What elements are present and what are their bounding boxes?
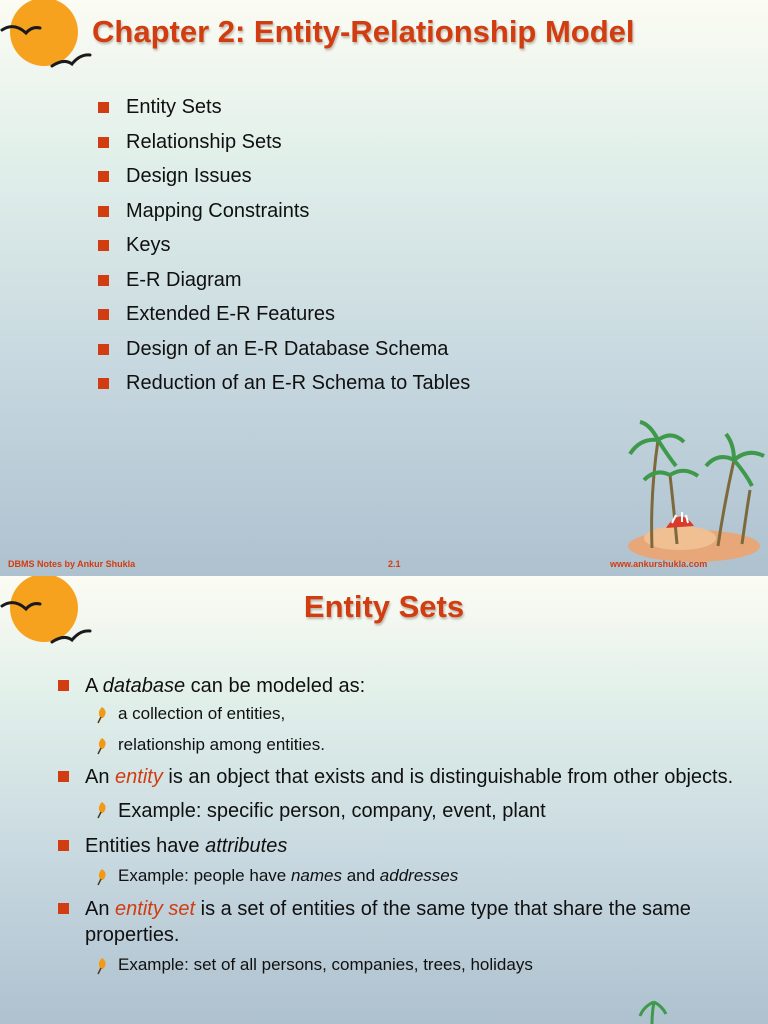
leaf-bullet-icon (95, 957, 109, 975)
palm-leaf-icon (630, 1000, 670, 1024)
slide-2 (0, 576, 768, 1024)
square-bullet-icon (98, 171, 109, 182)
list-item-text: Entity Sets (126, 96, 222, 118)
sub-list-item: Example: people have names and addresses (85, 865, 748, 887)
bullet-text: An entity is an object that exists and is distinguishable from other objects. (85, 766, 734, 788)
square-bullet-icon (98, 102, 109, 113)
leaf-bullet-icon (95, 737, 109, 755)
square-bullet-icon (98, 275, 109, 286)
sub-list-item: a collection of entities, (85, 703, 748, 725)
list-item-text: Design of an E-R Database Schema (126, 337, 449, 360)
list-item (58, 833, 748, 887)
square-bullet-icon (58, 771, 69, 782)
slide-title: Chapter 2: Entity-Relationship Model (92, 14, 635, 49)
sub-list-item: relationship among entities. (85, 734, 748, 756)
square-bullet-icon (98, 378, 109, 389)
list-item (98, 164, 470, 199)
list-item (98, 302, 470, 337)
leaf-bullet-icon (95, 868, 109, 886)
square-bullet-icon (98, 137, 109, 148)
list-item-text: Design Issues (126, 165, 252, 187)
footer-website: www.ankurshukla.com (610, 559, 708, 569)
list-item-text: Reduction of an E-R Schema to Tables (126, 372, 471, 394)
palm-island-icon (622, 420, 768, 570)
list-item (58, 764, 748, 824)
square-bullet-icon (58, 903, 69, 914)
bullet-text: An entity set is a set of entities of the same type that share the same properties. (85, 898, 691, 946)
list-item (98, 371, 470, 406)
list-item (98, 233, 470, 268)
square-bullet-icon (58, 840, 69, 851)
square-bullet-icon (58, 680, 69, 691)
list-item (58, 896, 748, 976)
bullet-text: Entities have attributes (85, 835, 288, 857)
sub-list-item: Example: set of all persons, companies, trees, holidays (85, 954, 748, 976)
leaf-bullet-icon (95, 801, 109, 819)
leaf-bullet-icon (95, 706, 109, 724)
list-item-text: Mapping Constraints (126, 199, 310, 222)
list-item (98, 95, 470, 130)
sub-list-item: Example: specific person, company, event, plant (85, 798, 748, 824)
content-list (58, 673, 748, 976)
list-item-text: Extended E-R Features (126, 303, 335, 325)
square-bullet-icon (98, 309, 109, 320)
list-item (58, 673, 748, 756)
sun-bird-logo-icon (0, 0, 100, 75)
slide-title: Entity Sets (303, 589, 465, 624)
footer-author: DBMS Notes by Ankur Shukla (8, 559, 136, 569)
list-item-text: Keys (126, 234, 171, 256)
list-item-text: E-R Diagram (126, 268, 242, 291)
list-item-text: Relationship Sets (126, 130, 282, 153)
square-bullet-icon (98, 240, 109, 251)
square-bullet-icon (98, 344, 109, 355)
bullet-text: A database can be modeled as: (85, 675, 366, 697)
square-bullet-icon (98, 206, 109, 217)
list-item (98, 337, 470, 372)
list-item (98, 199, 470, 234)
topic-list (98, 95, 470, 406)
list-item (98, 268, 470, 303)
footer-page-number: 2.1 (388, 559, 401, 569)
list-item (98, 130, 470, 165)
